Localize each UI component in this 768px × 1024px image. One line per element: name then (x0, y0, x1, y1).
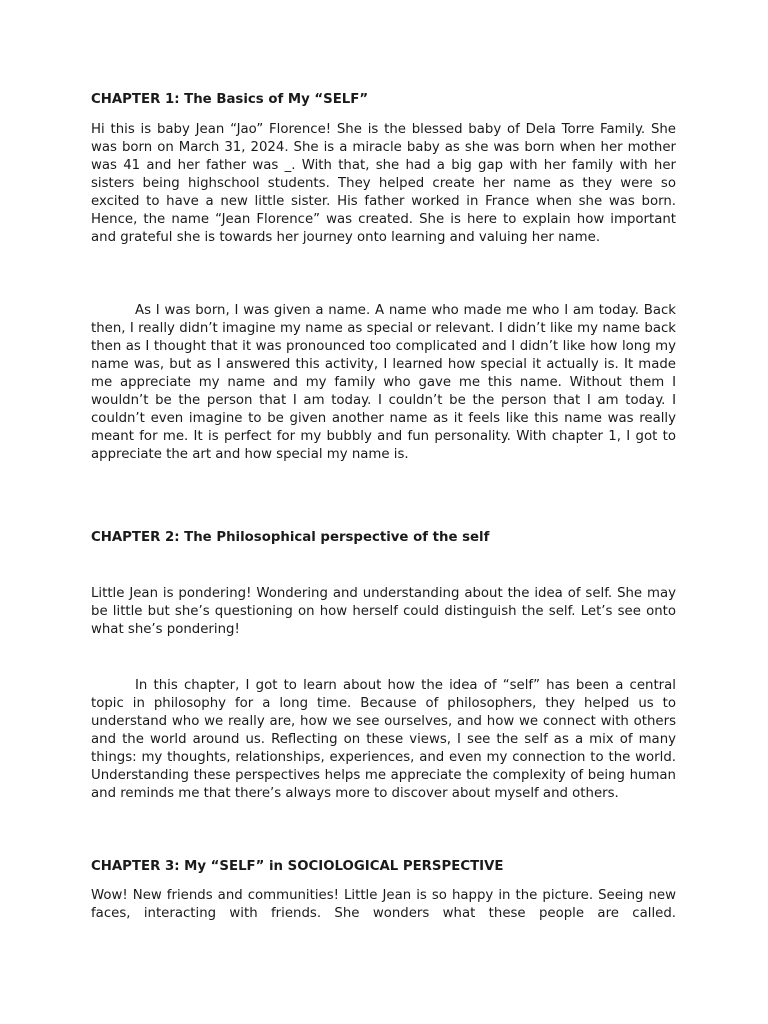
chapter-2-reflection-paragraph: In this chapter, I got to learn about how the idea of “self” has been a central topic in philosophy for a long time. Because of philosophers, they helped us to understand who we really are, how we see ourselves, and how we connect with others and the world around us. Reflecting on these views, I see the self as a mix of many things: my thoughts, relationships, experiences, and even my connection to the world. Understanding these perspectives helps me appreciate the complexity of being human and reminds me that there’s always more to discover about myself and others. (91, 678, 676, 801)
chapter-3-intro-paragraph: Wow! New friends and communities! Little Jean is so happy in the picture. Seeing new faces, interacting with friends. She wonders what these people are called. (91, 888, 676, 921)
chapter-3-heading: CHAPTER 3: My “SELF” in SOCIOLOGICAL PERSPECTIVE (91, 859, 504, 874)
chapter-1-intro-paragraph: Hi this is baby Jean “Jao” Florence! She is the blessed baby of Dela Torre Family. She was born on March 31, 2024. She is a miracle baby as she was born when her mother was 41 and her father was _. With that, she had a big gap with her family with her sisters being highschool students. They helped create her name as they were so excited to have a new little sister. His father worked in France when she was born. Hence, the name “Jean Florence” was created. She is here to explain how important and grateful she is towards her journey onto learning and valuing her name. (91, 122, 676, 245)
chapter-1-reflection-paragraph: As I was born, I was given a name. A name who made me who I am today. Back then, I really didn’t imagine my name as special or relevant. I didn’t like my name back then as I thought that it was pronounced too complicated and I didn’t like how long my name was, but as I answered this activity, I learned how special it actually is. It made me appreciate my name and my family who gave me this name. Without them I wouldn’t be the person that I am today. I couldn’t be the person that I am today. I couldn’t even imagine to be given another name as it feels like this name was really meant for me. It is perfect for my bubbly and fun personality. With chapter 1, I got to appreciate the art and how special my name is. (91, 303, 676, 462)
chapter-2-intro-paragraph: Little Jean is pondering! Wondering and understanding about the idea of self. She may be little but she’s questioning on how herself could distinguish the self. Let’s see onto what she’s pondering! (91, 586, 676, 637)
chapter-2-heading: CHAPTER 2: The Philosophical perspective of the self (91, 530, 490, 545)
chapter-1-heading: CHAPTER 1: The Basics of My “SELF” (91, 92, 369, 107)
